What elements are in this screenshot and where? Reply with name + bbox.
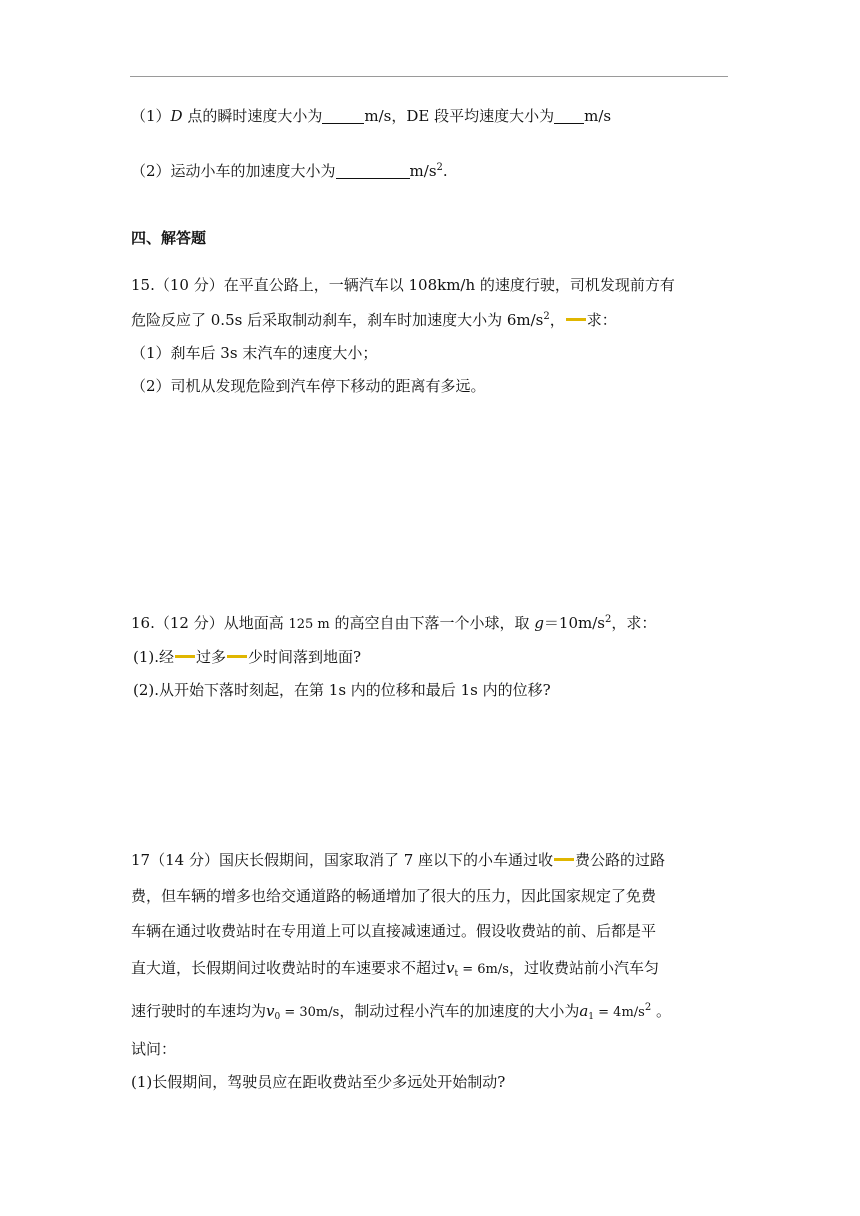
section-heading: 四、解答题 [131, 229, 207, 247]
q16-sub1: (1).经 过多 少时间落到地面? [133, 648, 362, 666]
q17-sub1: (1)长假期间，驾驶员应在距收费站至少多远处开始制动? [131, 1073, 506, 1091]
answer-blank-de-velocity[interactable] [554, 109, 584, 124]
q15-line1: 15.（10 分）在平直公路上，一辆汽车以 108km/h 的速度行驶，司机发现前方有 [131, 276, 675, 294]
q17-line1: 17（14 分）国庆长假期间，国家取消了 7 座以下的小车通过收 费公路的过路 [131, 851, 666, 869]
q16-sub2: (2).从开始下落时刻起，在第 1s 内的位移和最后 1s 内的位移? [133, 681, 551, 699]
q15-sub1: （1）刹车后 3s 末汽车的速度大小； [131, 344, 378, 362]
q17-line6: 试问： [131, 1040, 177, 1058]
q15-line2: 危险反应了 0.5s 后采取制动刹车，刹车时加速度大小为 $6m/s^2$， 求： [131, 311, 617, 329]
q17-line5: 速行驶时的车速均为$v_0 = 30m/s$，制动过程小汽车的加速度的大小为$a_1 = 4m/s^2$ 。 [131, 1002, 671, 1022]
q17-line2: 费，但车辆的增多也给交通道路的畅通增加了很大的压力，因此国家规定了免费 [131, 887, 657, 905]
q14-part2: （2）运动小车的加速度大小为 $m/s^2$. [131, 162, 448, 180]
q14-part1: （1）D 点的瞬时速度大小为 m/s，DE 段平均速度大小为 m/s [131, 107, 612, 125]
q16-line1: 16.（12 分）从地面高 125 m 的高空自由下落一个小球，取 $g=10m/s^2$，求： [131, 614, 657, 632]
highlight-mark [175, 655, 195, 658]
answer-blank-d-velocity[interactable] [322, 109, 364, 124]
q17-line4: 直大道，长假期间过收费站时的车速要求不超过$v_t = 6m/s$，过收费站前小汽车匀 [131, 959, 659, 979]
point-d-label: D [170, 107, 183, 125]
highlight-mark [566, 318, 586, 321]
highlight-mark [227, 655, 247, 658]
highlight-mark [554, 858, 574, 861]
answer-blank-acceleration[interactable] [336, 164, 410, 179]
q15-sub2: （2）司机从发现危险到汽车停下移动的距离有多远。 [131, 377, 486, 395]
header-rule [130, 76, 728, 77]
q17-line3: 车辆在通过收费站时在专用道上可以直接减速通过。假设收费站的前、后都是平 [131, 922, 657, 940]
